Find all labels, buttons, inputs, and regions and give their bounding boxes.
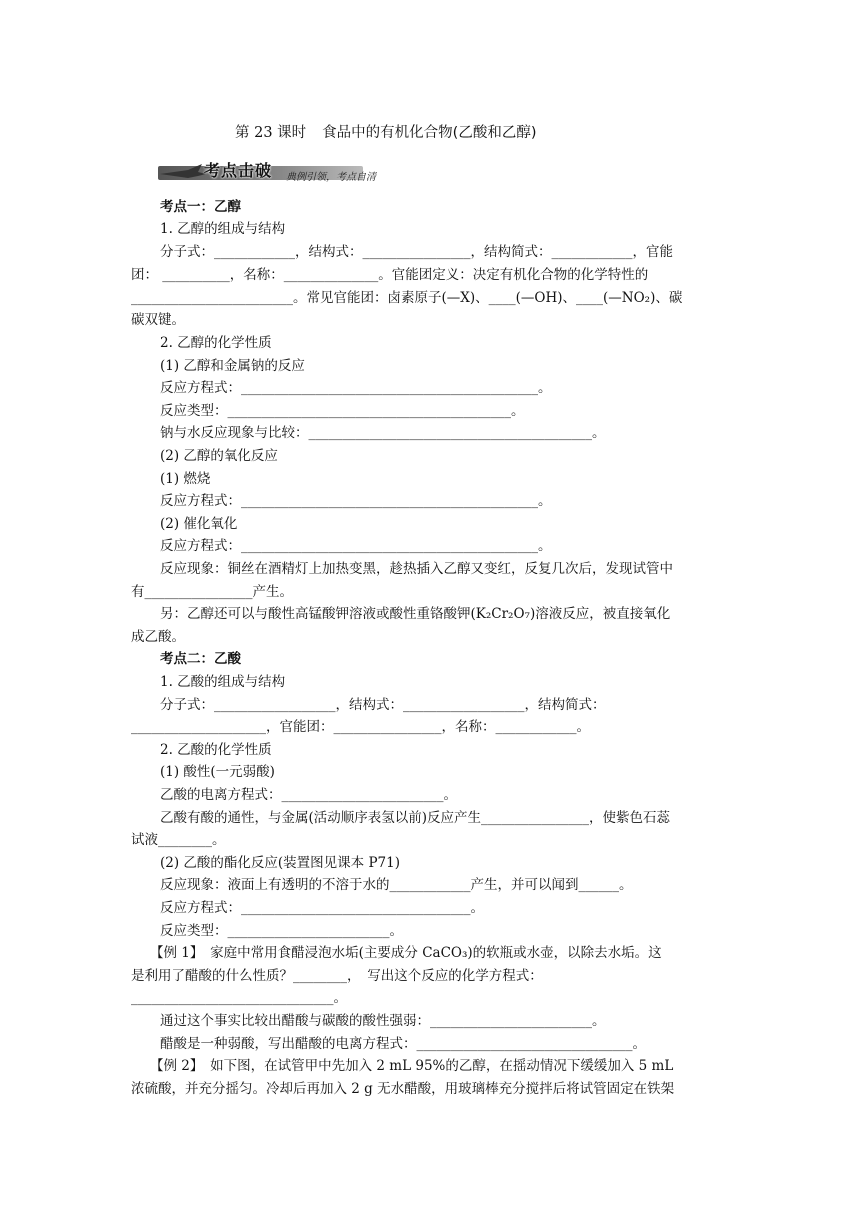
section-banner — [158, 156, 398, 186]
text-line: 1. 乙醇的组成与结构 — [160, 221, 286, 237]
text-line: 反应类型：__________________________________________。 — [160, 403, 525, 419]
section-heading-1: 考点一：乙醇 — [160, 199, 241, 215]
text-line: 醋酸是一种弱酸，写出醋酸的电离方程式：________________________________。 — [160, 1036, 646, 1052]
text-line: (1) 燃烧 — [160, 471, 211, 487]
text-line: (1) 酸性(一元弱酸) — [160, 764, 275, 780]
text-line: 反应方程式：____________________________________________。 — [160, 538, 552, 554]
text-line: 浓硫酸，并充分摇匀。冷却后再加入 2 g 无水醋酸，用玻璃棒充分搅拌后将试管固定在铁架 — [131, 1081, 675, 1097]
text-line: ____________________，官能团：________________，名称：____________。 — [131, 719, 590, 735]
text-line: 通过这个事实比较出醋酸与碳酸的酸性强弱：________________________。 — [160, 1013, 606, 1029]
text-line: 试液________。 — [131, 832, 226, 848]
text-line: 反应方程式：__________________________________。 — [160, 900, 484, 916]
text-line: 2. 乙醇的化学性质 — [160, 335, 272, 351]
plane-icon — [158, 160, 208, 184]
text-line: 反应现象：液面上有透明的不溶于水的____________产生，并可以闻到______。 — [160, 877, 633, 893]
section-heading-2: 考点二：乙酸 — [160, 651, 241, 667]
text-line: 反应方程式：____________________________________________。 — [160, 493, 552, 509]
banner-subtitle: 典例引领，考点自清 — [286, 172, 376, 183]
text-line: (1) 乙醇和金属钠的反应 — [160, 358, 305, 374]
text-line: 2. 乙酸的化学性质 — [160, 742, 272, 758]
text-line: 乙酸的电离方程式：________________________。 — [160, 787, 457, 803]
lesson-number: 第 23 课时 — [235, 125, 307, 141]
text-line: 反应方程式：____________________________________________。 — [160, 380, 552, 396]
lesson-topic: 食品中的有机化合物(乙酸和乙醇) — [322, 125, 537, 141]
text-line: 钠与水反应现象与比较：__________________________________________。 — [160, 425, 606, 441]
page-title — [235, 121, 537, 142]
text-line: 团： __________，名称：______________。官能团定义：决定有机化合物的化学特性的 — [131, 267, 649, 283]
text-line: 碳双键。 — [131, 312, 185, 328]
example-2: 【例 2】 如下图，在试管甲中先加入 2 mL 95%的乙醇，在摇动情况下缓缓加入 5 mL — [150, 1058, 674, 1074]
text-line: 分子式：__________________，结构式：__________________，结构简式： — [160, 697, 606, 713]
text-line: 反应类型：________________________。 — [160, 923, 403, 939]
text-line: (2) 乙酸的酯化反应(装置图见课本 P71) — [160, 855, 401, 871]
text-line: 是利用了醋酸的什么性质？________， 写出这个反应的化学方程式： — [131, 968, 543, 984]
text-line: (2) 乙醇的氧化反应 — [160, 448, 278, 464]
text-line: (2) 催化氧化 — [160, 516, 238, 532]
example-1: 【例 1】 家庭中常用食醋浸泡水垢(主要成分 CaCO₃)的软瓶或水壶，以除去水垢。这 — [150, 945, 662, 961]
text-line: 反应现象：铜丝在酒精灯上加热变黑，趁热插入乙醇又变红，反复几次后，发现试管中 — [160, 561, 673, 577]
text-line: 有________________产生。 — [131, 584, 293, 600]
text-line: 1. 乙酸的组成与结构 — [160, 674, 286, 690]
text-line: 另：乙醇还可以与酸性高锰酸钾溶液或酸性重铬酸钾(K₂Cr₂O₇)溶液反应，被直接氧化 — [160, 606, 671, 622]
text-line: ______________________________。 — [131, 990, 347, 1006]
text-line: 乙酸有酸的通性，与金属(活动顺序表氢以前)反应产生________________，使紫色石蕊 — [160, 810, 671, 826]
text-line: 分子式：____________，结构式：________________，结构简式：____________，官能 — [160, 244, 673, 260]
text-line: 成乙酸。 — [131, 629, 185, 645]
banner-heading: 考点击破 — [204, 161, 273, 180]
text-line: ________________________。常见官能团：卤素原子(—X)、____(—OH)、____(—NO₂)、碳 — [131, 290, 683, 306]
